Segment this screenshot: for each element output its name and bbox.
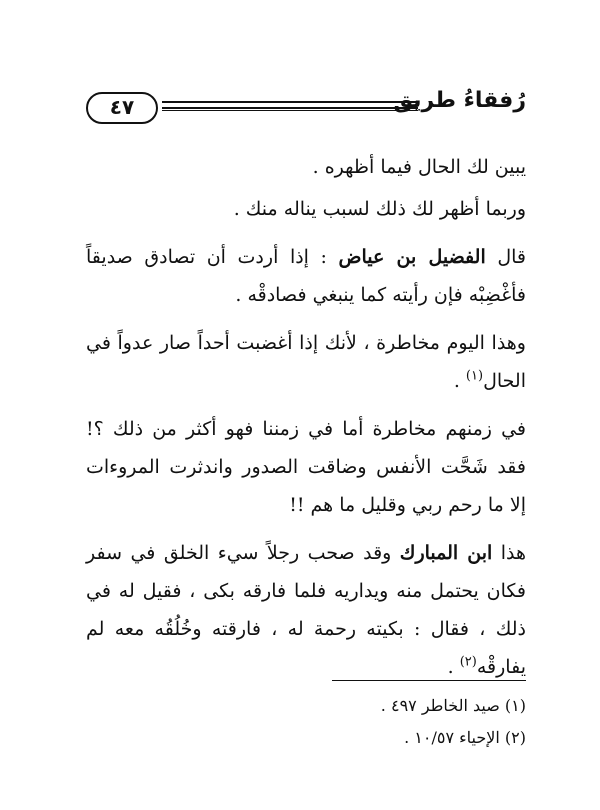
footnote-ref-2[interactable]: (٢) — [459, 654, 477, 670]
page-header — [86, 88, 526, 128]
paragraph-6 — [86, 534, 526, 686]
paragraph-3 — [86, 238, 526, 314]
paragraph-4 — [86, 324, 526, 400]
paragraph-4-text: وهذا اليوم مخاطرة ، لأنك إذا أغضبت أحداً صار عدواً في الحال — [86, 332, 526, 392]
paragraph-1: يبين لك الحال فيما أظهره . — [312, 156, 526, 178]
running-title: رُفقاءُ طريق — [393, 88, 526, 113]
body-text — [86, 148, 526, 696]
paragraph-6-text: وقد صحب رجلاً سيء الخلق في سفر فكان يحتمل منه ويداريه فلما فارقه بكى ، فقيل له في ذلك ، فقال : بكيته رحمة له ، فارقته وخُلُقُه معه لم يفارقْه — [86, 542, 526, 678]
page-number-badge: ٤٧ — [86, 92, 158, 124]
paragraph-4-end: . — [453, 370, 466, 392]
quoted-name-fudayl: الفضيل بن عياض — [338, 246, 486, 268]
header-rule — [162, 101, 418, 109]
footnote-separator — [332, 680, 526, 681]
paragraph-3-text: : إذا أردت أن تصادق صديقاً فأغْضِبْه فإن رأيته كما ينبغي فصادقْه . — [86, 246, 526, 306]
footnote-1: (١) صيد الخاطر ٤٩٧ . — [380, 696, 526, 715]
paragraph-3-prefix: قال — [485, 246, 526, 268]
footnote-ref-1[interactable]: (١) — [465, 368, 484, 384]
footnote-2: (٢) الإحياء ١٠/٥٧ . — [404, 728, 526, 747]
footnotes — [86, 690, 526, 754]
paragraph-6-prefix: هذا — [492, 542, 526, 564]
paragraph-6-end: . — [447, 656, 460, 678]
paragraph-2: وربما أظهر لك ذلك لسبب يناله منك . — [233, 198, 526, 220]
quoted-name-ibn-mubarak: ابن المبارك — [399, 542, 493, 564]
paragraph-5: في زمنهم مخاطرة أما في زمننا فهو أكثر من ذلك ؟! فقد شَحَّت الأنفس وضاقت الصدور واندثرت المروءات إلا ما رحم ربي وقليل ما هم !! — [86, 418, 526, 516]
